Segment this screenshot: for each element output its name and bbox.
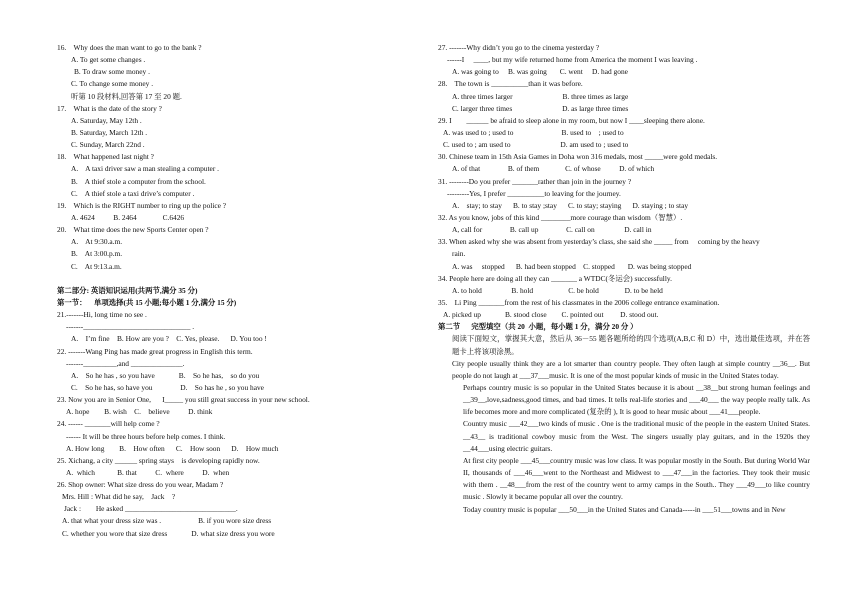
text-line: C. Sunday, March 22nd . (71, 140, 145, 150)
text-line: 25. Xichang, a city ______ spring stays is developing rapidly now. (57, 455, 260, 465)
text-line: A. At 9:30.a.m. (71, 237, 123, 247)
text-line: 第二节 完型填空（共 20 小题，每小题 1 分，满分 20 分 ） (438, 322, 638, 332)
text-line: 29. I ______ be afraid to sleep alone in my room, but now I ____sleeping there alone. (438, 115, 705, 125)
text-line: A. three times larger B. three times as large (452, 91, 629, 101)
text-line: 阅读下面短文，掌握其大意，然后从 36－55 题各题所给的四个选项(A,B,C 和 D）中，选出最佳选项，并在答题卡上将该项涂黑。 (452, 334, 810, 356)
text-line: 第一节： 单项选择(共 15 小题;每小题 1 分,满分 15 分) (57, 297, 237, 307)
text-line: Country music ___42___two kinds of music . One is the traditional music of the people in the eastern United States. __43__ is traditional cowboy music from the West. The singers usually play guitars, and in the 1920s they __44___using electric guitars. (463, 419, 810, 453)
text-line: A. 4624 B. 2464 C.6426 (71, 212, 185, 222)
text-line: 30. Chinese team in 15th Asia Games in Doha won 316 medals, most _____were gold medals. (438, 152, 718, 162)
text-line: 28. The town is __________than it was before. (438, 79, 583, 89)
text-line: Jack : He asked ______________________________. (64, 504, 238, 514)
text-line: 听第 10 段材料,回答第 17 至 20 题. (71, 91, 182, 101)
text-line: B. At 3:00.p.m. (71, 249, 123, 259)
text-line: B. A thief stole a computer from the school. (71, 176, 206, 186)
text-line: A. picked up B. stood close C. pointed out D. stood out. (443, 310, 659, 320)
text-line: C. used to ; am used to D. am used to ; used to (443, 140, 629, 150)
text-line: A. which B. that C. where D. when (66, 467, 230, 477)
text-line: A. that what your dress size was . B. if you wore size dress (62, 516, 272, 526)
text-line: 24. ------ _______will help come ? (57, 419, 160, 429)
text-line: C. To change some money . (71, 79, 154, 89)
text-line: A. stay; to stay B. to stay ;stay C. to stay; staying D. staying ; to stay (452, 200, 689, 210)
text-line: A. A taxi driver saw a man stealing a computer . (71, 164, 219, 174)
text-line: 17. What is the date of the story ? (57, 103, 162, 113)
text-line: A. was going to B. was going C. went D. had gone (452, 67, 628, 77)
text-line: B. Saturday, March 12th . (71, 127, 148, 137)
text-line: A. I’m fine B. How are you ? C. Yes, please. D. You too ! (71, 334, 267, 344)
text-line: 27. -------Why didn’t you go to the cinema yesterday ? (438, 43, 600, 52)
text-line: A. was stopped B. had been stopped C. stopped D. was being stopped (452, 261, 692, 271)
blank-line (57, 273, 429, 285)
text-line: A. hope B. wish C. believe D. think (66, 407, 213, 417)
text-line: A. was used to ; used to B. used to ; used to (443, 127, 624, 137)
text-line: At first city people ___45___country music was low class. It was popular mostly in the South. But during World War II, thousands of ___46___went to the Northeast and Midwest to ___47___in the factories. They took their music with them . __48___from the rest of the country went to army camps in the South.. They ___49___to like country music . Slowly it became popular all over the country. (463, 455, 810, 502)
text-line: 第二部分: 英语知识运用(共两节,满分 35 分) (57, 285, 198, 295)
text-line: 18. What happened last night ? (57, 152, 154, 162)
text-line: City people usually think they are a lot smarter than country people. They often laugh at simple country __36__. But people do not laugh at ___37___music. It is one of the most popular kinds of music in the United States today. (452, 358, 810, 380)
text-line: 23. Now you are in Senior One, I_____ you still great success in your new school. (57, 395, 310, 405)
text-line: Today country music is popular ___50___in the United States and Canada-----in ___51___towns and in New (463, 504, 786, 514)
text-line: C. larger three times D. as large three times (452, 103, 629, 113)
text-line: -------_____________________________ . (66, 322, 195, 332)
text-line: A, call for B. call up C. call on D. call in (452, 225, 652, 235)
text-line: rain. (452, 249, 466, 259)
text-line: C. So he has, so have you D. So has he , so you have (71, 382, 264, 392)
text-line: 21.-------Hi, long time no see . (57, 310, 147, 320)
right-column (438, 42, 810, 516)
text-line: Perhaps country music is so popular in the United States because it is about __38__but strong human feelings and __39__,love,sadness,good times, and bad times. It tells real-life stories and ___40___ the way people really talk. As life becomes more and more complicated (复杂的 ), It is good to hear music about ___41___people. (463, 383, 810, 417)
text-line: 34. People here are doing all they can _______ a WTDC(冬运会) successfully. (438, 273, 672, 283)
text-line: ------I ____, but my wife returned home from America the moment I was leaving . (447, 55, 698, 65)
text-line: 32. As you know, jobs of this kind ________more courage than wisdom（智慧）. (438, 212, 683, 222)
text-line: 26. Shop owner: What size dress do you wear, Madam ? (57, 480, 224, 490)
text-line: A. So he has , so you have B. So he has, so do you (71, 370, 260, 380)
text-line: 33. When asked why she was absent from yesterday’s class, she said she _____ from coming by the heavy (438, 237, 760, 247)
text-line: 20. What time does the new Sports Center open ? (57, 225, 209, 235)
text-line: A. of that B. of them C. of whose D. of which (452, 164, 655, 174)
text-line: 31. --------Do you prefer _______rather than join in the journey ? (438, 176, 632, 186)
text-line: C. A thief stole a taxi drive’s computer . (71, 188, 195, 198)
text-line: Mrs. Hill : What did he say, Jack ? (62, 492, 176, 502)
text-line: A. Saturday, May 12th . (71, 115, 142, 125)
text-line: A. How long B. How often C. How soon D. How much (66, 443, 279, 453)
text-line: ---------Yes, I prefer __________to leaving for the journey. (447, 188, 621, 198)
text-line: -------_________,and ______________. (66, 358, 185, 368)
text-line: ------ It will be three hours before help comes. I think. (66, 431, 226, 441)
text-line: C. whether you wore that size dress D. what size dress you wore (62, 528, 275, 538)
text-line: C. At 9:13.a.m. (71, 261, 122, 271)
text-line: 16. Why does the man want to go to the bank ? (57, 43, 202, 52)
text-line: 35. Li Ping _______from the rest of his classmates in the 2006 college entrance examination. (438, 297, 720, 307)
left-column (57, 42, 429, 540)
text-line: 22. -------Wang Ping has made great progress in English this term. (57, 346, 253, 356)
text-line: A. to hold B. hold C. be hold D. to be held (452, 285, 663, 295)
text-line: 19. Which is the RIGHT number to ring up the police ? (57, 200, 227, 210)
text-line: A. To get some changes . (71, 55, 146, 65)
text-line: B. To draw some money . (74, 67, 150, 77)
